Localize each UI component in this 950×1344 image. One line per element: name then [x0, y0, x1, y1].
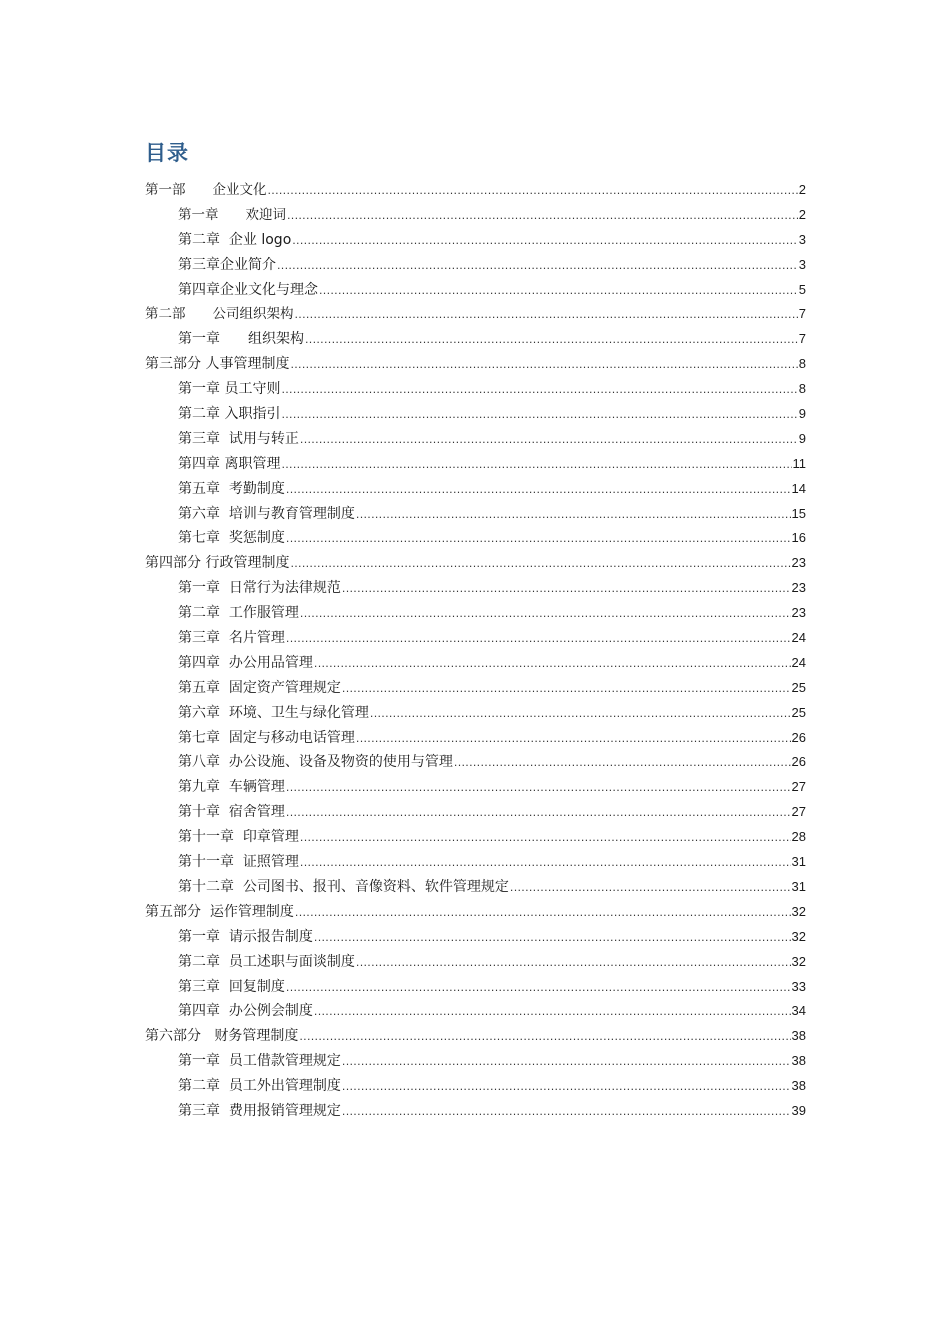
toc-entry-chapter[interactable]	[145, 377, 806, 402]
toc-entry-title: 第一章 组织架构	[178, 331, 304, 348]
toc-dot-leader	[292, 229, 798, 254]
toc-entry-title: 第一章 日常行为法律规范	[178, 580, 341, 597]
toc-entry-title: 第四章 办公用品管理	[178, 654, 313, 671]
toc-dot-leader	[295, 901, 791, 926]
toc-entry-chapter[interactable]	[145, 1099, 806, 1124]
toc-page-number: 32	[791, 953, 806, 969]
toc-page-number: 27	[791, 779, 806, 795]
toc-title: 目录	[145, 141, 189, 165]
toc-page-number: 9	[798, 406, 806, 422]
toc-dot-leader	[286, 976, 791, 1001]
toc-page-number: 25	[791, 704, 806, 720]
toc-entry-chapter[interactable]	[145, 427, 806, 452]
toc-entry-part[interactable]	[145, 551, 806, 576]
toc-page-number: 24	[791, 630, 806, 646]
toc-entry-part[interactable]	[145, 178, 806, 203]
toc-entry-title: 第十二章 公司图书、报刊、音像资料、软件管理规定	[178, 878, 509, 895]
toc-dot-leader	[300, 851, 791, 876]
toc-entry-title: 第七章 奖惩制度	[178, 530, 285, 547]
toc-page-number: 9	[798, 430, 806, 446]
toc-entry-chapter[interactable]	[145, 850, 806, 875]
toc-page-number: 8	[798, 356, 806, 372]
toc-entry-title: 第二部 公司组织架构	[145, 306, 294, 323]
toc-entry-title: 第十一章 印章管理	[178, 829, 299, 846]
toc-entry-title: 第七章 固定与移动电话管理	[178, 729, 355, 746]
toc-entry-chapter[interactable]	[145, 726, 806, 751]
toc-dot-leader	[299, 1025, 790, 1050]
toc-dot-leader	[510, 876, 791, 901]
toc-entry-chapter[interactable]	[145, 626, 806, 651]
toc-entry-title: 第一章 员工借款管理规定	[178, 1053, 341, 1070]
toc-dot-leader	[314, 926, 791, 951]
toc-entry-chapter[interactable]	[145, 676, 806, 701]
toc-page-number: 16	[791, 530, 806, 546]
toc-page-number: 3	[798, 231, 806, 247]
toc-entry-part[interactable]	[145, 900, 806, 925]
toc-page-number: 5	[798, 281, 806, 297]
toc-entry-title: 第五章 考勤制度	[178, 480, 285, 497]
toc-entry-chapter[interactable]	[145, 327, 806, 352]
toc-entry-title: 第二章 员工述职与面谈制度	[178, 953, 355, 970]
toc-page-number: 32	[791, 928, 806, 944]
toc-entry-title: 第四章 办公例会制度	[178, 1003, 313, 1020]
toc-entry-title: 第六部分 财务管理制度	[145, 1028, 299, 1045]
toc-page-number: 23	[791, 605, 806, 621]
toc-dot-leader	[287, 204, 798, 229]
toc-entry-title: 第五部分 运作管理制度	[145, 903, 294, 920]
toc-entry-title: 第三章 费用报销管理规定	[178, 1102, 341, 1119]
toc-dot-leader	[281, 403, 797, 428]
toc-entry-title: 第九章 车辆管理	[178, 779, 285, 796]
toc-entry-chapter[interactable]	[145, 203, 806, 228]
toc-page-number: 27	[791, 804, 806, 820]
toc-dot-leader	[300, 602, 791, 627]
toc-entry-chapter[interactable]	[145, 502, 806, 527]
toc-dot-leader	[356, 951, 791, 976]
toc-entry-chapter[interactable]	[145, 526, 806, 551]
toc-entry-part[interactable]	[145, 302, 806, 327]
toc-dot-leader	[314, 1000, 791, 1025]
toc-entry-title: 第六章 环境、卫生与绿化管理	[178, 704, 369, 721]
toc-entry-title: 第一章 员工守则	[178, 381, 281, 398]
toc-dot-leader	[454, 751, 791, 776]
toc-entry-chapter[interactable]	[145, 701, 806, 726]
toc-page-number: 23	[791, 555, 806, 571]
toc-dot-leader	[356, 727, 791, 752]
toc-page-number: 38	[791, 1053, 806, 1069]
toc-dot-leader	[342, 1075, 791, 1100]
toc-entry-chapter[interactable]	[145, 278, 806, 303]
toc-entry-title: 第十一章 证照管理	[178, 854, 299, 871]
toc-entry-part[interactable]	[145, 1024, 806, 1049]
toc-entry-title: 第三章 回复制度	[178, 978, 285, 995]
toc-dot-leader	[286, 478, 791, 503]
toc-dot-leader	[300, 826, 791, 851]
toc-entry-title: 第二章 员工外出管理制度	[178, 1078, 341, 1095]
toc-entry-chapter[interactable]	[145, 651, 806, 676]
toc-dot-leader	[342, 1050, 791, 1075]
toc-entry-title: 第八章 办公设施、设备及物资的使用与管理	[178, 754, 453, 771]
toc-page-number: 26	[791, 729, 806, 745]
toc-page-number: 31	[791, 878, 806, 894]
toc-page-number: 7	[798, 306, 806, 322]
toc-entry-chapter[interactable]	[145, 576, 806, 601]
toc-entry-chapter[interactable]	[145, 601, 806, 626]
toc-dot-leader	[281, 378, 797, 403]
toc-entry-title: 第一章 请示报告制度	[178, 928, 313, 945]
toc-dot-leader	[286, 801, 791, 826]
toc-entry-chapter[interactable]	[145, 750, 806, 775]
toc-entry-title: 第三章 名片管理	[178, 630, 285, 647]
toc-dot-leader	[300, 428, 798, 453]
toc-entry-chapter[interactable]	[145, 402, 806, 427]
toc-entry-title: 第二章 入职指引	[178, 406, 281, 423]
toc-entry-chapter[interactable]	[145, 925, 806, 950]
toc-page-number: 14	[791, 480, 806, 496]
toc-page-number: 33	[791, 978, 806, 994]
toc-dot-leader	[277, 254, 798, 279]
toc-dot-leader	[342, 677, 791, 702]
toc-entry-chapter[interactable]	[145, 875, 806, 900]
toc-entry-chapter[interactable]	[145, 825, 806, 850]
toc-dot-leader	[342, 577, 791, 602]
toc-entry-chapter[interactable]	[145, 800, 806, 825]
toc-list	[145, 178, 806, 1124]
toc-entry-title: 第一部 企业文化	[145, 182, 267, 198]
toc-entry-chapter[interactable]	[145, 253, 806, 278]
toc-page-number: 2	[798, 206, 806, 222]
toc-dot-leader	[290, 552, 790, 577]
toc-page-number: 38	[791, 1028, 806, 1044]
toc-dot-leader	[370, 702, 791, 727]
toc-page-number: 24	[791, 654, 806, 670]
toc-dot-leader	[356, 503, 791, 528]
toc-page-number: 32	[791, 903, 806, 919]
toc-page-number: 8	[798, 381, 806, 397]
toc-dot-leader	[295, 303, 798, 328]
toc-entry-chapter[interactable]	[145, 999, 806, 1024]
toc-entry-chapter[interactable]	[145, 775, 806, 800]
toc-entry-title: 第二章 工作服管理	[178, 605, 299, 622]
toc-dot-leader	[286, 527, 791, 552]
toc-page-number: 38	[791, 1078, 806, 1094]
toc-entry-title: 第十章 宿舍管理	[178, 804, 285, 821]
toc-entry-title: 第二章 企业 logo	[178, 231, 292, 248]
toc-entry-chapter[interactable]	[145, 1049, 806, 1074]
toc-entry-title: 第四部分 行政管理制度	[145, 555, 290, 572]
toc-page-number: 26	[791, 754, 806, 770]
toc-entry-title: 第三章 试用与转正	[178, 430, 299, 447]
toc-page-number: 7	[798, 331, 806, 347]
toc-entry-title: 第三章企业简介	[178, 256, 276, 273]
toc-entry-title: 第一章 欢迎词	[178, 206, 286, 223]
toc-entry-chapter[interactable]	[145, 950, 806, 975]
toc-page-number: 34	[791, 1003, 806, 1019]
toc-entry-part[interactable]	[145, 352, 806, 377]
toc-dot-leader	[286, 776, 791, 801]
toc-entry-title: 第五章 固定资产管理规定	[178, 679, 341, 696]
toc-dot-leader	[286, 627, 791, 652]
toc-page-number: 28	[791, 829, 806, 845]
toc-entry-chapter[interactable]	[145, 228, 806, 253]
toc-page-number: 39	[791, 1102, 806, 1118]
toc-page-number: 2	[798, 182, 806, 197]
toc-dot-leader	[319, 279, 798, 304]
toc-dot-leader	[314, 652, 791, 677]
toc-dot-leader	[305, 328, 798, 353]
toc-page-number: 3	[798, 256, 806, 272]
toc-entry-title: 第六章 培训与教育管理制度	[178, 505, 355, 522]
toc-page-number: 25	[791, 679, 806, 695]
toc-entry-title: 第三部分 人事管理制度	[145, 356, 290, 373]
toc-page-number: 15	[791, 505, 806, 521]
toc-dot-leader	[342, 1100, 791, 1125]
toc-dot-leader	[290, 353, 797, 378]
toc-page-number: 11	[792, 455, 806, 471]
toc-entry-chapter[interactable]	[145, 1074, 806, 1099]
toc-page-number: 31	[791, 854, 806, 870]
toc-entry-chapter[interactable]	[145, 452, 806, 477]
toc-dot-leader	[268, 179, 798, 204]
toc-entry-chapter[interactable]	[145, 477, 806, 502]
toc-dot-leader	[281, 453, 791, 478]
toc-page-number: 23	[791, 580, 806, 596]
toc-entry-chapter[interactable]	[145, 975, 806, 1000]
toc-entry-title: 第四章企业文化与理念	[178, 281, 318, 298]
toc-entry-title: 第四章 离职管理	[178, 455, 281, 472]
